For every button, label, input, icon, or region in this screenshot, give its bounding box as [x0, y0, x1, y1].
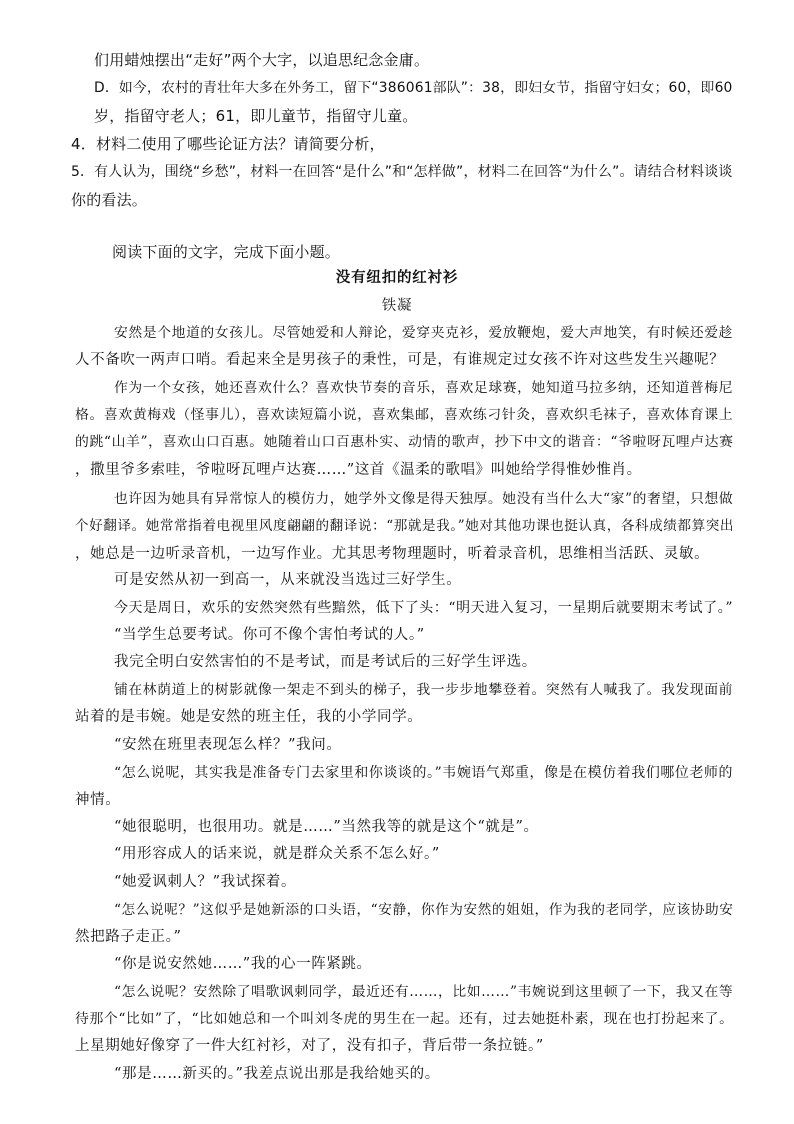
- passage-line: 然把路子走正。”: [75, 929, 182, 945]
- passage-line: 作为一个女孩，她还喜欢什么？喜欢快节奏的音乐，喜欢足球赛，她知道马拉多纳，还知道普梅尼: [114, 380, 734, 396]
- passage-author: 铁凝: [381, 298, 413, 314]
- passage-line: “怎么说呢？安然除了唱歌讽刺同学，最近还有……，比如……”韦婉说到这里顿了一下，我又在等: [114, 984, 734, 1000]
- passage-line: 格。喜欢黄梅戏（怪事儿），喜欢读短篇小说，喜欢集邮，喜欢练刁针灸，喜欢织毛袜子，喜欢体育课上: [75, 407, 734, 423]
- passage-line: “用形容成人的话来说，就是群众关系不怎么好。”: [114, 846, 440, 862]
- passage-line: 上星期她好像穿了一件大红衬衫，对了，没有扣子，背后带一条拉链。”: [75, 1038, 544, 1054]
- passage-line: 今天是周日，欢乐的安然突然有些黯然，低下了头：“明天进入复习，一星期后就要期末考试了。”: [114, 600, 734, 616]
- passage-line: 人不备吹一两声口哨。看起来全是男孩子的秉性，可是，有谁规定过女孩不许对这些发生兴趣呢？: [75, 352, 725, 368]
- passage-line: 铺在林荫道上的树影就像一架走不到头的梯子，我一步步地攀登着。突然有人喊我了。我发现面前: [114, 682, 734, 698]
- passage-line: “安然在班里表现怎么样？”我问。: [114, 737, 342, 753]
- passage-line: ，撒里爷多索哇，爷啦呀瓦哩卢达赛……”这首《温柔的歌唱》叫她给学得惟妙惟肖。: [75, 462, 642, 478]
- passage-line: “她爱讽刺人？”我试探着。: [114, 874, 297, 890]
- passage-line: 安然是个地道的女孩儿。尽管她爱和人辩论，爱穿夹克衫，爱放鞭炮，爱大声地笑，有时候还爱趁: [114, 325, 734, 341]
- question-5: 5．有人认为，围绕“乡愁”，材料一在回答“是什么”和“怎样做”，材料二在回答“为什么”。请结合材料谈谈: [71, 164, 733, 180]
- passage-line: 待那个“比如”了，“比如她总和一个叫刘冬虎的男生在一起。还有，过去她挺朴素，现在也打扮起来了。: [75, 1011, 734, 1027]
- passage-line: 站着的是韦婉。她是安然的班主任，我的小学同学。: [75, 709, 423, 725]
- passage-line: “怎么说呢？”这似乎是她新添的口头语，“安静，你作为安然的姐姐，作为我的老同学，应该协助安: [114, 902, 734, 918]
- passage-line: “她很聪明，也很用功。就是……”当然我等的就是这个“就是”。: [114, 819, 539, 835]
- passage-line: 的跳“山羊”，喜欢山口百惠。她随着山口百惠朴实、动情的歌声，抄下中文的谐音：“爷啦呀瓦哩卢达赛: [75, 434, 734, 450]
- option-d-text: D．如今，农村的青壮年大多在外务工，留下“386061部队”：38，即妇女节，指留守妇女；60，即60: [94, 80, 733, 96]
- option-d-continuation: 岁，指留守老人；61，即儿童节，指留守儿童。: [94, 107, 418, 125]
- passage-line: 神情。: [75, 792, 121, 808]
- passage-line: 也许因为她具有异常惊人的模仿力，她学外文像是得天独厚。她没有当什么大“家”的奢望，只想做: [114, 491, 734, 507]
- passage-title: 没有纽扣的红衬衫: [335, 269, 459, 286]
- passage-line: ，她总是一边听录音机，一边写作业。尤其思考物理题时，听着录音机，思维相当活跃、灵敏。: [75, 546, 710, 562]
- passage-line: “怎么说呢，其实我是准备专门去家里和你谈谈的。”韦婉语气郑重，像是在模仿着我们哪位老师的: [114, 765, 734, 781]
- passage-line: “那是……新买的。”我差点说出那是我给她买的。: [114, 1066, 440, 1082]
- reading-instruction: 阅读下面的文字，完成下面小题。: [112, 243, 341, 261]
- passage-line: 个好翻译。她常常指着电视里风度翩翩的翻译说：“那就是我。”她对其他功课也挺认真，各科成绩都算突出: [75, 518, 735, 534]
- passage-line: 可是安然从初一到高一，从来就没当选过三好学生。: [114, 572, 462, 588]
- passage-line: 我完全明白安然害怕的不是考试，而是考试后的三好学生评选。: [114, 654, 537, 670]
- passage-line: “当学生总要考试。你可不像个害怕考试的人。”: [114, 627, 425, 643]
- question-4: 4．材料二使用了哪些论证方法？请简要分析，: [71, 135, 385, 153]
- question-5-continuation: 你的看法。: [71, 191, 148, 209]
- option-c-continuation: 们用蜡烛摆出“走好”两个大字，以追思纪念金庸。: [94, 51, 430, 69]
- passage-line: “你是说安然她……”我的心一阵紧跳。: [114, 956, 372, 972]
